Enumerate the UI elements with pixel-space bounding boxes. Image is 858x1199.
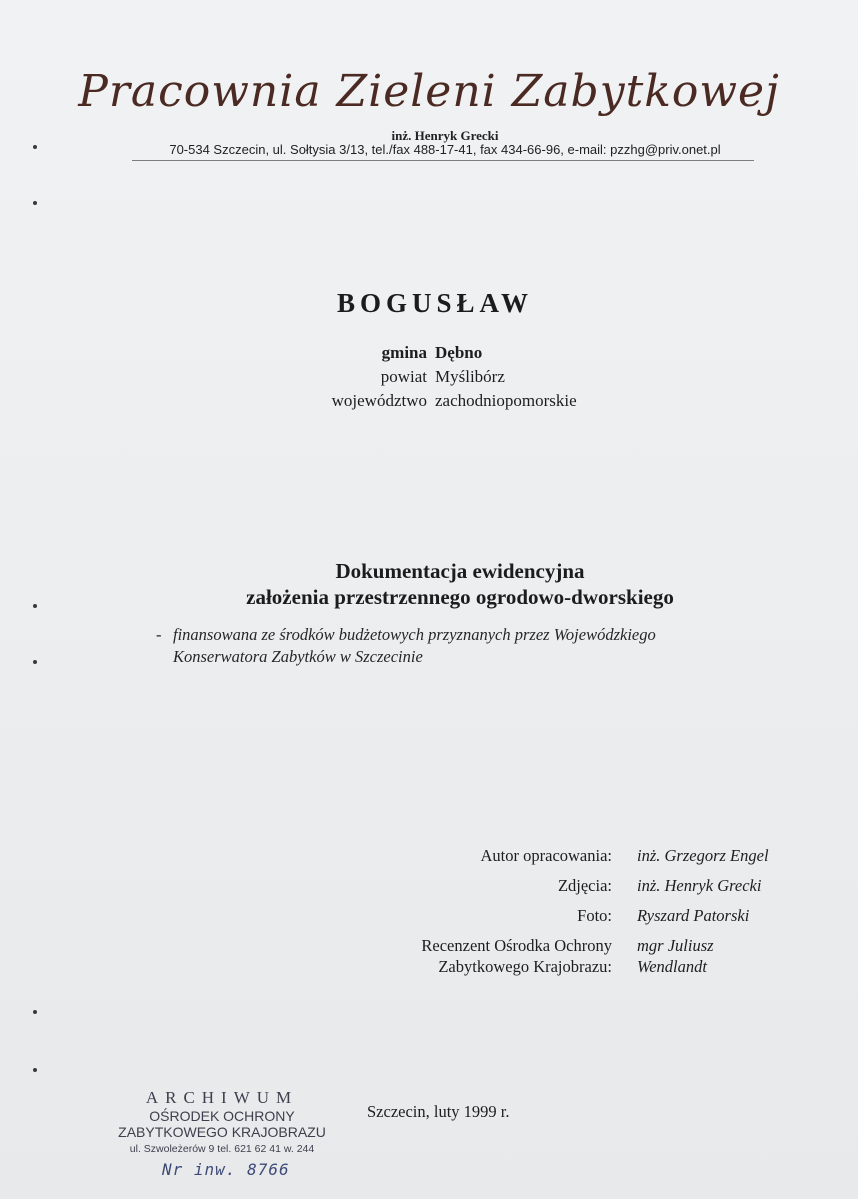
credit-label [380,935,612,977]
archive-stamp [116,1088,328,1158]
document-title-line: Dokumentacja ewidencyjna [335,559,585,583]
credits-section [380,845,807,977]
credit-value: inż. Henryk Grecki [637,876,762,895]
letterhead-address: 70-534 Szczecin, ul. Sołtysia 3/13, tel./fax 488-17-41, fax 434-66-96, e-mail: pzzhg@priv.onet.pl [169,142,721,157]
credit-value: inż. Grzegorz Engel [637,846,769,865]
credit-value-line: mgr Juliusz [637,936,714,955]
credit-label-line: Zabytkowego Krajobrazu: [438,957,612,976]
admin-value: zachodniopomorskie [435,391,577,410]
stamp-line: ul. Szwoleżerów 9 tel. 621 62 41 w. 244 [129,1143,315,1155]
letterhead-owner: inż. Henryk Grecki [391,128,499,143]
credit-label-line: Recenzent Ośrodka Ochrony [421,936,612,955]
admin-row-gmina [300,341,577,365]
punch-hole-mark [33,201,37,205]
credit-row-foto [380,905,807,926]
stamp-line: OŚRODEK OCHRONY [149,1108,295,1124]
funding-dash: - [156,625,162,644]
admin-value: Myślibórz [435,367,505,386]
letterhead-divider [132,160,754,161]
credit-row-photos [380,875,807,896]
admin-label: powiat [380,367,427,386]
document-title [0,558,858,610]
admin-row-powiat [300,365,577,389]
handwritten-inventory-number: Nr inw. 8766 [162,1160,290,1179]
place-date: Szczecin, luty 1999 r. [367,1102,510,1121]
funding-text [173,624,763,668]
punch-hole-mark [33,1010,37,1014]
admin-value: Dębno [435,343,483,362]
credit-label: Zdjęcia: [557,876,612,895]
credit-value: Ryszard Patorski [637,906,750,925]
credit-label: Autor opracowania: [480,846,612,865]
admin-row-wojewodztwo [300,389,577,413]
stamp-line: ZABYTKOWEGO KRAJOBRAZU [118,1124,326,1140]
punch-hole-mark [33,1068,37,1072]
credit-label: Foto: [577,906,612,925]
administrative-location [300,341,577,413]
document-title-line: założenia przestrzennego ogrodowo-dworskiego [246,585,674,609]
credit-value-line: Wendlandt [637,957,707,976]
admin-label: gmina [381,343,427,362]
credit-value [637,935,807,977]
letterhead-company-name: Pracownia Zieleni Zabytkowej [78,66,780,117]
admin-label: województwo [331,391,427,410]
funding-line: finansowana ze środków budżetowych przyznanych przez Wojewódzkiego [173,625,656,644]
punch-hole-mark [33,660,37,664]
page-title: BOGUSŁAW [336,288,534,318]
credit-row-reviewer [380,935,807,977]
stamp-line: ARCHIWUM [145,1088,299,1107]
credit-row-author [380,845,807,866]
funding-line: Konserwatora Zabytków w Szczecinie [173,647,423,666]
